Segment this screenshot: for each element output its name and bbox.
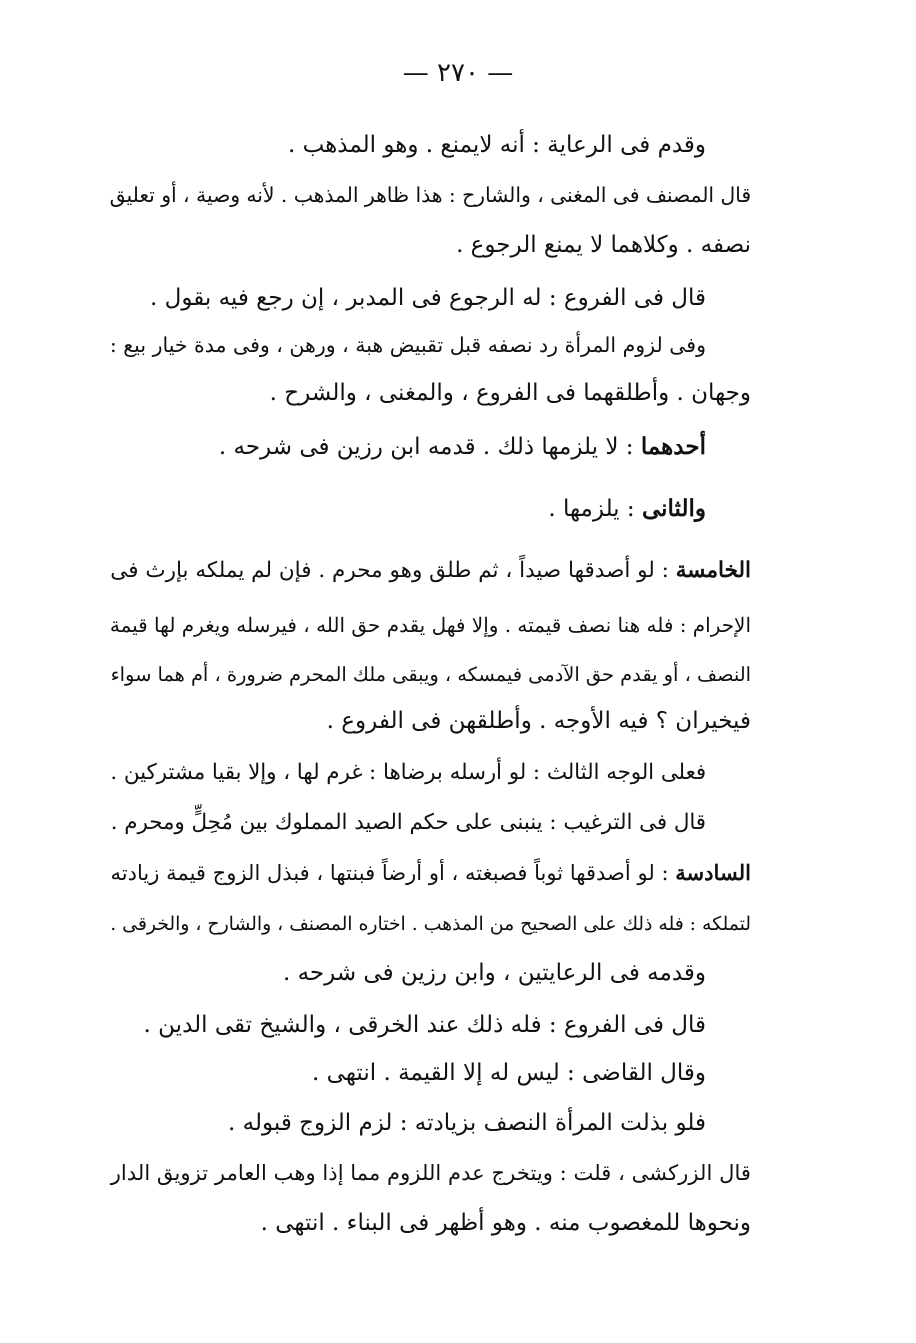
page-number: — ٢٧٠ — [402, 58, 514, 88]
text-line: وجهان . وأطلقهما فى الفروع ، والمغنى ، والشرح . [269, 380, 751, 406]
text-line: والثانى : يلزمها . [548, 495, 706, 522]
text-line: وفى لزوم المرأة رد نصفه قبل تقبيض هبة ، ورهن ، وفى مدة خيار بيع : [109, 333, 706, 357]
text-line: الخامسة : لو أصدقها صيداً ، ثم طلق وهو محرم . فإن لم يملكه بإرث فى [110, 558, 751, 583]
section-term: السادسة [675, 860, 751, 885]
text-line: نصفه . وكلاهما لا يمنع الرجوع . [456, 232, 751, 258]
section-term: الخامسة [675, 558, 751, 583]
section-term: والثانى [641, 495, 706, 522]
text-line: ونحوها للمغصوب منه . وهو أظهر فى البناء . انتهى . [260, 1210, 751, 1236]
text-line: قال فى الفروع : فله ذلك عند الخرقى ، والشيخ تقى الدين . [143, 1012, 706, 1038]
text-line: قال المصنف فى المغنى ، والشارح : هذا ظاهر المذهب . لأنه وصية ، أو تعليق [109, 183, 751, 207]
text-line: فلو بذلت المرأة النصف بزيادته : لزم الزوج قبوله . [228, 1110, 706, 1136]
text-line: النصف ، أو يقدم حق الآدمى فيمسكه ، ويبقى ملك المحرم ضرورة ، أم هما سواء [110, 663, 751, 686]
text-line: فيخيران ؟ فيه الأوجه . وأطلقهن فى الفروع . [326, 708, 751, 734]
text-line: السادسة : لو أصدقها ثوباً فصبغته ، أو أرضاً فبنتها ، فبذل الزوج قيمة زيادته [110, 860, 751, 885]
text-line: الإحرام : فله هنا نصف قيمته . وإلا فهل يقدم حق الله ، فيرسله ويغرم لها قيمة [109, 613, 751, 637]
text-line: قال فى الفروع : له الرجوع فى المدبر ، إن رجع فيه بقول . [150, 285, 706, 311]
section-term: أحدهما [640, 433, 706, 460]
text-line: قال فى الترغيب : ينبنى على حكم الصيد المملوك بين مُحِلٍّ ومحرم . [110, 810, 706, 835]
text-line: وقال القاضى : ليس له إلا القيمة . انتهى . [312, 1060, 706, 1086]
text-line: وقدمه فى الرعايتين ، وابن رزين فى شرحه . [282, 960, 706, 986]
text-line: لتملكه : فله ذلك على الصحيح من المذهب . اختاره المصنف ، والشارح ، والخرقى . [110, 914, 751, 935]
text-line: فعلى الوجه الثالث : لو أرسله برضاها : غرم لها ، وإلا بقيا مشتركين . [110, 760, 706, 785]
text-line: وقدم فى الرعاية : أنه لايمنع . وهو المذهب . [287, 132, 706, 158]
text-line: أحدهما : لا يلزمها ذلك . قدمه ابن رزين فى شرحه . [218, 433, 706, 460]
text-line: قال الزركشى ، قلت : ويتخرج عدم اللزوم مما إذا وهب العامر تزويق الدار [110, 1160, 751, 1185]
